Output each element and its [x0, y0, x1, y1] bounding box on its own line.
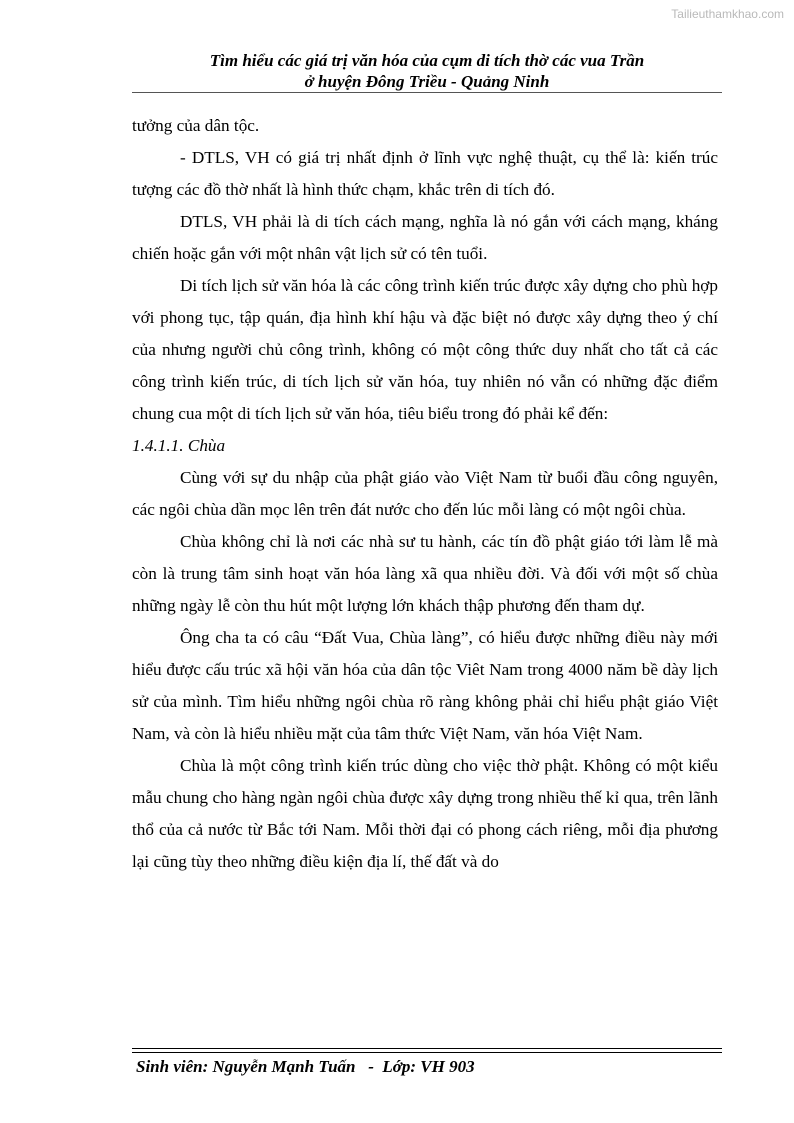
- paragraph-relic-architecture: Di tích lịch sử văn hóa là các công trình kiến trúc được xây dựng cho phù hợp với phong tục, tập quán, địa hình khí hậu và đặc biệt nó được xây dựng theo ý chí của nhưng người chủ công trình, không có một công thức duy nhất cho tất cả các công trình kiến trúc, di tích lịch sử văn hóa, tuy nhiên nó vẫn có những đặc điểm chung cua một di tích lịch sử văn hóa, tiêu biểu trong đó phải kể đến:: [132, 276, 718, 423]
- paragraph-buddhism-arrival: Cùng với sự du nhập của phật giáo vào Việt Nam từ buổi đầu công nguyên, các ngôi chùa dần mọc lên trên đát nước cho đến lúc mỗi làng có một ngôi chùa.: [132, 468, 718, 519]
- header-title-line-2: ở huyện Đông Triều - Quảng Ninh: [304, 72, 550, 91]
- document-body: [132, 110, 718, 878]
- paragraph-pagoda-definition: Chùa là một công trình kiến trúc dùng cho việc thờ phật. Không có một kiểu mẫu chung cho hàng ngàn ngôi chùa được xây dựng trong nhiều thế kỉ qua, trên lãnh thổ của cả nước từ Bắc tới Nam. Mỗi thời đại có phong cách riêng, mỗi địa phương lại cũng tùy theo những điều kiện địa lí, thế đất và do: [132, 756, 718, 871]
- paragraph-revolutionary-relic: DTLS, VH phải là di tích cách mạng, nghĩa là nó gắn với cách mạng, kháng chiến hoặc gắn với một nhân vật lịch sử có tên tuổi.: [132, 212, 718, 263]
- header-title-line-1: Tìm hiểu các giá trị văn hóa của cụm di tích thờ các vua Trần: [209, 51, 645, 70]
- paragraph-pagoda-role: Chùa không chỉ là nơi các nhà sư tu hành, các tín đồ phật giáo tới làm lễ mà còn là trung tâm sinh hoạt văn hóa làng xã qua nhiều đời. Và đối với một số chùa những ngày lễ còn thu hút một lượng lớn khách thập phương đến tham dự.: [132, 532, 718, 615]
- footer-divider: [132, 1048, 722, 1053]
- section-heading: 1.4.1.1. Chùa: [132, 436, 226, 455]
- watermark: Tailieuthamkhao.com: [671, 7, 784, 21]
- paragraph-continuation: tưởng của dân tộc.: [132, 116, 260, 135]
- header-divider: [132, 92, 722, 93]
- paragraph-art-value: - DTLS, VH có giá trị nhất định ở lĩnh vực nghệ thuật, cụ thể là: kiến trúc tượng các đồ thờ nhất là hình thức chạm, khắc trên di tích đó.: [132, 148, 718, 199]
- page-header: [132, 50, 722, 92]
- page-footer: Sinh viên: Nguyễn Mạnh Tuấn - Lớp: VH 903: [136, 1057, 475, 1076]
- paragraph-proverb: Ông cha ta có câu “Đất Vua, Chùa làng”, có hiểu được những điều này mới hiểu được cấu trúc xã hội văn hóa của dân tộc Viêt Nam trong 4000 năm bề dày lịch sử của mình. Tìm hiểu những ngôi chùa rõ ràng không phải chỉ hiểu phật giáo Việt Nam, và còn là hiểu nhiều mặt của tâm thức Việt Nam, văn hóa Việt Nam.: [132, 628, 718, 743]
